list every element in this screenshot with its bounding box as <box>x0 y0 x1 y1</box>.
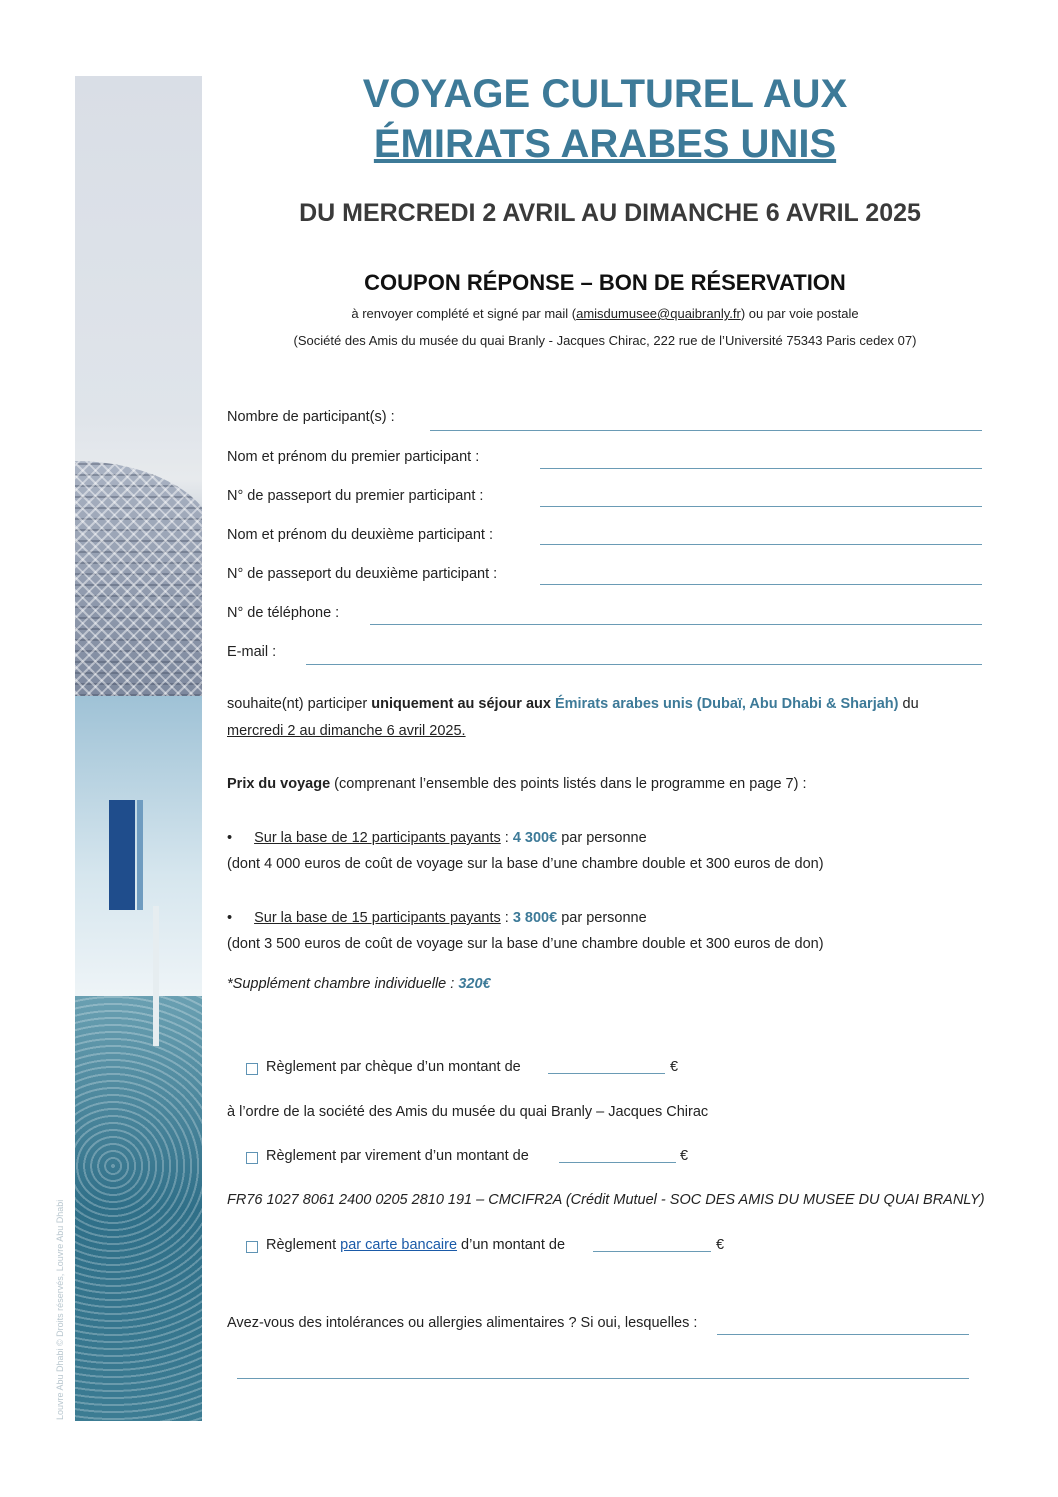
water-surface <box>75 996 202 1421</box>
transfer-amount-field[interactable] <box>559 1162 676 1163</box>
transfer-checkbox[interactable] <box>246 1152 258 1164</box>
participants-field[interactable] <box>430 430 982 431</box>
cheque-currency: € <box>670 1059 679 1075</box>
passport2-field[interactable] <box>540 584 982 585</box>
building-window-edge <box>137 800 143 910</box>
bullet: • <box>227 830 233 846</box>
page-title-line1: VOYAGE CULTUREL AUX <box>362 72 848 116</box>
coupon-title: COUPON RÉPONSE – BON DE RÉSERVATION <box>364 270 846 295</box>
intro-line2: mercredi 2 au dimanche 6 avril 2025. <box>227 723 466 739</box>
participants-label: Nombre de participant(s) : <box>227 409 395 425</box>
intro-line1: souhaite(nt) participer uniquement au séjour aux Émirats arabes unis (Dubaï, Abu Dhabi & Sharjah) du <box>227 696 919 712</box>
louvre-abu-dhabi-photo <box>75 76 202 1421</box>
phone-label: N° de téléphone : <box>227 605 340 621</box>
single-room-supplement: *Supplément chambre individuelle : 320€ <box>227 976 491 992</box>
allergies-field-line2[interactable] <box>237 1378 969 1379</box>
page-title-line2: ÉMIRATS ARABES UNIS <box>373 122 837 166</box>
building-window <box>109 800 135 910</box>
contact-email-link[interactable]: amisdumusee@quaibranly.fr <box>576 306 741 321</box>
bank-iban: FR76 1027 8061 2400 0205 2810 191 – CMCIFR2A (Crédit Mutuel - SOC DES AMIS DU MUSEE DU QUAI BRANLY) <box>227 1192 985 1208</box>
card-payment-link[interactable]: par carte bancaire <box>340 1237 458 1253</box>
price-option-15-detail: (dont 3 500 euros de coût de voyage sur la base d’une chambre double et 300 euros de don) <box>227 936 824 952</box>
card-label: Règlement par carte bancaire d’un montant de <box>266 1237 566 1253</box>
name1-field[interactable] <box>540 468 982 469</box>
cheque-label: Règlement par chèque d’un montant de <box>266 1059 521 1075</box>
card-amount-field[interactable] <box>593 1251 711 1252</box>
name2-field[interactable] <box>540 544 982 545</box>
transfer-label: Règlement par virement d’un montant de <box>266 1148 529 1164</box>
transfer-currency: € <box>680 1148 689 1164</box>
card-currency: € <box>716 1237 725 1253</box>
cheque-order: à l’ordre de la société des Amis du musée du quai Branly – Jacques Chirac <box>227 1104 709 1120</box>
allergies-field[interactable] <box>717 1334 969 1335</box>
trip-dates: DU MERCREDI 2 AVRIL AU DIMANCHE 6 AVRIL 2025 <box>299 199 921 227</box>
email-field[interactable] <box>306 664 982 665</box>
bullet: • <box>227 910 233 926</box>
photo-credit: Louvre Abu Dhabi © Droits réservés, Louvre Abu Dhabi <box>55 1199 65 1420</box>
price-option-12: • Sur la base de 12 participants payants : 4 300€ par personne <box>227 830 647 846</box>
passport2-label: N° de passeport du deuxième participant : <box>227 566 498 582</box>
postal-address: (Société des Amis du musée du quai Branly - Jacques Chirac, 222 rue de l’Université 75343 Paris cedex 07) <box>293 333 917 348</box>
passport1-field[interactable] <box>540 506 982 507</box>
name2-label: Nom et prénom du deuxième participant : <box>227 527 493 543</box>
cheque-amount-field[interactable] <box>548 1073 665 1074</box>
name1-label: Nom et prénom du premier participant : <box>227 449 480 465</box>
price-option-15: • Sur la base de 15 participants payants : 3 800€ par personne <box>227 910 647 926</box>
phone-field[interactable] <box>370 624 982 625</box>
cheque-checkbox[interactable] <box>246 1063 258 1075</box>
allergies-label: Avez-vous des intolérances ou allergies alimentaires ? Si oui, lesquelles : <box>227 1315 698 1331</box>
email-label: E-mail : <box>227 644 277 660</box>
card-checkbox[interactable] <box>246 1241 258 1253</box>
passport1-label: N° de passeport du premier participant : <box>227 488 484 504</box>
water-pole <box>153 906 159 1046</box>
dome-lattice <box>75 461 202 696</box>
pricing-heading: Prix du voyage (comprenant l’ensemble des points listés dans le programme en page 7) : <box>227 776 807 792</box>
price-option-12-detail: (dont 4 000 euros de coût de voyage sur la base d’une chambre double et 300 euros de don) <box>227 856 824 872</box>
send-instructions: à renvoyer complété et signé par mail (amisdumusee@quaibranly.fr) ou par voie postale <box>351 306 859 321</box>
